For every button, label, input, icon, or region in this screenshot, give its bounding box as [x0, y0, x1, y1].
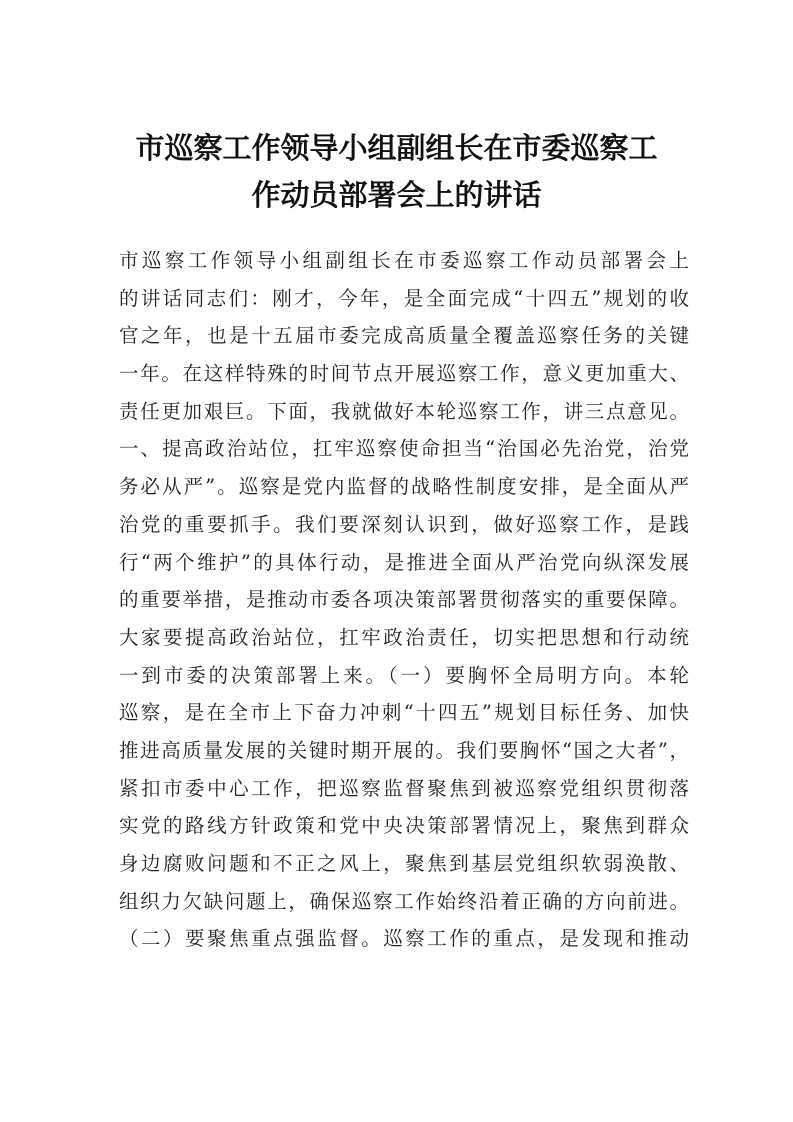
- body-line: 治党的重要抓手。我们要深刻认识到，做好巡察工作，是践: [119, 512, 689, 536]
- body-line: 巡察，是在全市上下奋力冲刺“十四五”规划目标任务、加快: [119, 701, 689, 725]
- body-line: 身边腐败问题和不正之风上，聚焦到基层党组织软弱涣散、: [119, 852, 689, 875]
- body-line: 的重要举措，是推动市委各项决策部署贯彻落实的重要保障。: [119, 588, 689, 612]
- body-line: 一年。在这样特殊的时间节点开展巡察工作，意义更加重大、: [119, 362, 689, 386]
- body-line: 行“两个维护”的具体行动，是推进全面从严治党向纵深发展: [119, 550, 689, 574]
- document-title-line-2: 作动员部署会上的讲话: [251, 178, 542, 212]
- body-line: 一到市委的决策部署上来。（一）要胸怀全局明方向。本轮: [119, 663, 689, 687]
- body-line: 紧扣市委中心工作，把巡察监督聚焦到被巡察党组织贯彻落: [119, 776, 689, 800]
- body-line: （二）要聚焦重点强监督。巡察工作的重点，是发现和推动: [119, 927, 689, 951]
- body-line: 官之年，也是十五届市委完成高质量全覆盖巡察任务的关键: [119, 324, 689, 348]
- body-line: 市巡察工作领导小组副组长在市委巡察工作动员部署会上: [119, 249, 689, 272]
- body-line: 一、提高政治站位，扛牢巡察使命担当“治国必先治党，治党: [119, 437, 689, 461]
- document-body: [119, 242, 689, 958]
- body-line: 大家要提高政治站位，扛牢政治责任，切实把思想和行动统: [119, 625, 689, 649]
- document-title-line-1: 市巡察工作领导小组副组长在市委巡察工: [135, 131, 658, 165]
- body-line: 推进高质量发展的关键时期开展的。我们要胸怀“国之大者”，: [119, 738, 689, 762]
- body-line: 责任更加艰巨。下面，我就做好本轮巡察工作，讲三点意见。: [119, 399, 689, 423]
- body-line: 实党的路线方针政策和党中央决策部署情况上，聚焦到群众: [119, 814, 689, 838]
- body-line: 务必从严”。巡察是党内监督的战略性制度安排，是全面从严: [119, 475, 689, 499]
- body-line: 的讲话同志们：刚才，今年，是全面完成“十四五”规划的收: [119, 286, 689, 310]
- body-line: 组织力欠缺问题上，确保巡察工作始终沿着正确的方向前进。: [119, 889, 689, 913]
